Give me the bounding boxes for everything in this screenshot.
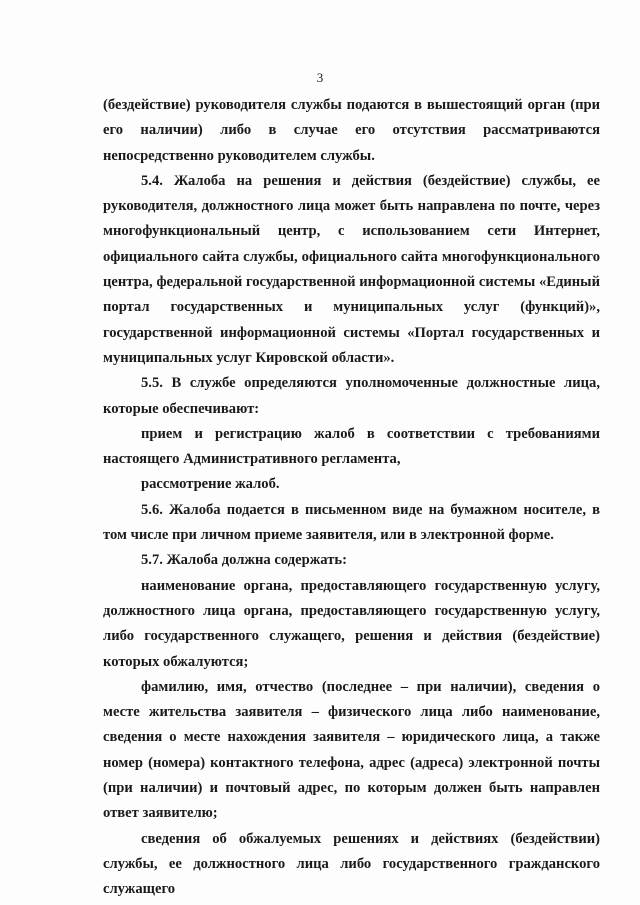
paragraph: 5.5. В службе определяются уполномоченные должностные лица, которые обеспечивают: xyxy=(103,375,600,417)
list-item: фамилию, имя, отчество (последнее – при наличии), сведения о месте жительства заявителя – физического лица либо наименование, сведения о месте нахождения заявителя – юридического лица, а также номер (номера) контактного телефона, адрес (адреса) электронной почты (при наличии) и почтовый адрес, по которым должен быть направлен ответ заявителю; xyxy=(103,678,600,822)
page-number: 3 xyxy=(316,70,324,85)
list-item: прием и регистрацию жалоб в соответствии с требованиями настоящего Административного регламента, xyxy=(103,425,600,468)
list-item: сведения об обжалуемых решениях и действиях (бездействии) службы, ее должностного лица либо государственного гражданского служащего xyxy=(103,830,600,898)
paragraph: 5.7. Жалоба должна содержать: xyxy=(141,552,347,569)
paragraph: 5.4. Жалоба на решения и действия (бездействие) службы, ее руководителя, должностного лица может быть направлена по почте, через многофункциональный центр, с использованием сети Интернет, официального сайта службы, официального сайта многофункционального центра, федеральной государственной информационной системы «Единый портал государственных и муниципальных услуг (функций)», государственной информационной системы «Портал государственных и муниципальных услуг Кировской области». xyxy=(103,172,600,366)
list-item: наименование органа, предоставляющего государственную услугу, должностного лица органа, предоставляющего государственную услугу, либо государственного служащего, решения и действия (бездействие) которых обжалуются; xyxy=(103,577,600,670)
list-item: рассмотрение жалоб. xyxy=(141,476,280,493)
body-text xyxy=(103,93,600,903)
paragraph: 5.6. Жалоба подается в письменном виде на бумажном носителе, в том числе при личном приеме заявителя, или в электронной форме. xyxy=(103,501,600,544)
paragraph: (бездействие) руководителя службы подаются в вышестоящий орган (при его наличии) либо в случае его отсутствия рассматриваются непосредственно руководителем службы. xyxy=(103,97,600,164)
